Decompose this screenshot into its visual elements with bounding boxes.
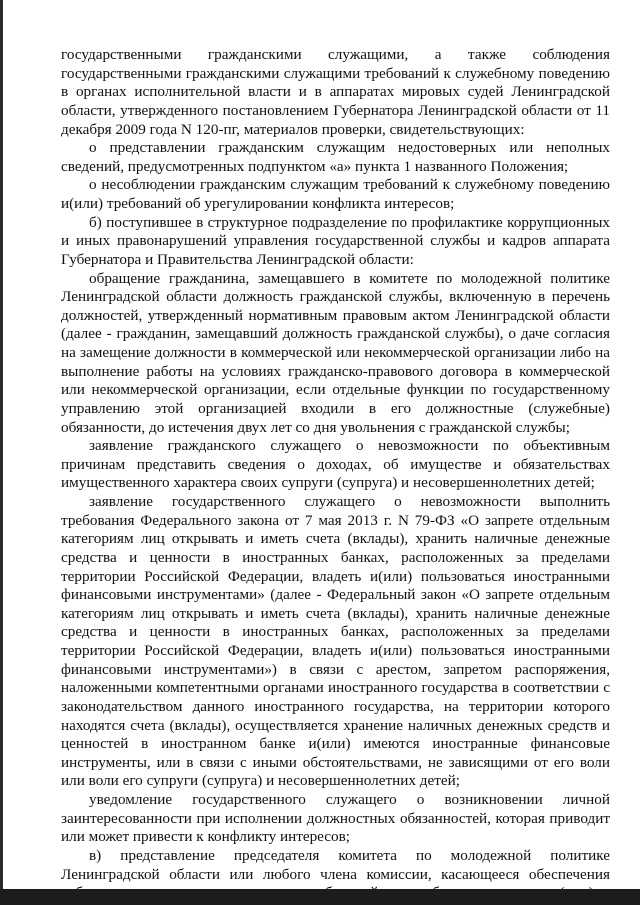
paragraph-statement-foreign-accounts: заявление государственного служащего о невозможности выполнить требования Федерального закона от 7 мая 2013 г. N 79-ФЗ «О запрете отдельным категориям лиц открывать и иметь счета (вклады), хранить наличные денежные средства и ценности в иностранных банках, расположенных за пределами территории Российской Федерации, владеть и(или) пользоваться иностранными финансовыми инструментами» (далее - Федеральный закон «О запрете отдельным категориям лиц открывать и иметь счета (вклады), хранить наличные денежные средства и ценности в иностранных банках, расположенных за пределами территории Российской Федерации, владеть и(или) пользоваться иностранными финансовыми инструментами») в связи с арестом, запретом распоряжения, наложенными компетентными органами иностранного государства в соответствии с законодательством данного иностранного государства, на территории которого находятся счета (вклады), осуществляется хранение наличных денежных средств и ценностей в иностранном банке и(или) имеются иностранные финансовые инструменты, или в связи с иными обстоятельствами, не зависящими от его воли или воли его супруги (супруга) и несовершеннолетних детей; [61, 493, 610, 790]
paragraph-continuation: государственными гражданскими служащими, а также соблюдения государственными гражданскими служащими требований к служебному поведению в органах исполнительной власти и в аппаратах мировых судей Ленинградской области, утвержденного постановлением Губернатора Ленинградской области от 11 декабря 2009 года N 120-пг, материалов проверки, свидетельствующих: [61, 46, 610, 138]
paragraph-conflict-notice: уведомление государственного служащего о возникновении личной заинтересованности при исполнении должностных обязанностей, которая приводит или может привести к конфликту интересов; [61, 791, 610, 846]
paragraph-item-v: в) представление председателя комитета по молодежной политике Ленинградской области или любого члена комиссии, касающееся обеспечения [61, 846, 610, 883]
paragraph-subitem-noncompliance: о несоблюдении гражданским служащим требований к служебному поведению и(или) требований об урегулировании конфликта интересов; [61, 176, 610, 212]
paragraph-citizen-appeal: обращение гражданина, замещавшего в комитете по молодежной политике Ленинградской области должность гражданской службы, включенную в перечень должностей, утвержденный нормативным правовым актом Ленинградской области (далее - гражданин, замещавший должность гражданской службы), о даче согласия на замещение должности в коммерческой или некоммерческой организации либо на выполнение работы на условиях гражданско-правового договора в коммерческой или некоммерческой организации, если отдельные функции по государственному управлению этой организацией входили в его должностные (служебные) обязанности, до истечения двух лет со дня увольнения с гражданской службы; [61, 269, 610, 436]
scan-left-edge [0, 0, 3, 905]
paragraph-subitem-inaccurate-info: о представлении гражданским служащим недостоверных или неполных сведений, предусмотренных подпунктом «а» пункта 1 названного Положения; [61, 139, 610, 175]
paragraph-statement-income: заявление гражданского служащего о невозможности по объективным причинам представить сведения о доходах, об имуществе и обязательствах имущественного характера своих супруги (супруга) и несовершеннолетних детей; [61, 437, 610, 492]
scan-bottom-edge [0, 889, 640, 905]
paragraph-item-b: б) поступившее в структурное подразделение по профилактике коррупционных и иных правонарушений управления государственной службы и кадров аппарата Губернатора и Правительства Ленинградской области: [61, 213, 610, 268]
document-body [61, 46, 610, 903]
